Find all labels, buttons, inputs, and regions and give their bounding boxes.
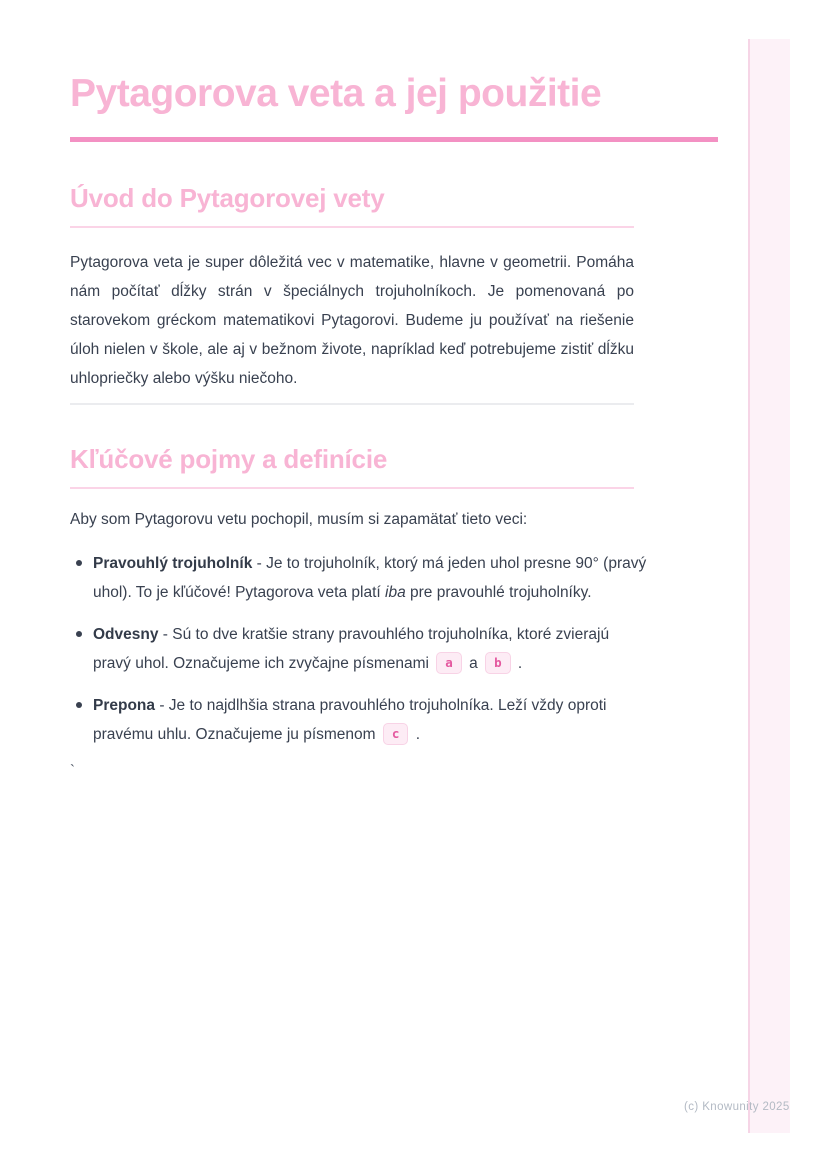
term-name: Pravouhlý trojuholník xyxy=(93,554,253,572)
heading-underline xyxy=(70,226,634,228)
footer-copyright: (c) Knowunity 2025 xyxy=(684,1101,790,1113)
section-heading-terms: Kľúčové pojmy a definície xyxy=(70,443,388,474)
heading-underline xyxy=(70,487,634,489)
term-description: pre pravouhlé trojuholníky. xyxy=(405,583,592,601)
inline-code-badge: c xyxy=(383,723,409,745)
term-description: a xyxy=(464,654,483,672)
term-description: . xyxy=(411,725,421,743)
term-description: - Je to najdlhšia strana pravouhlého trojuholníka. Leží vždy oproti pravému uhlu. Označujeme ju písmenom xyxy=(93,696,607,743)
inline-code-badge: b xyxy=(485,652,511,674)
term-description: - Je to trojuholník, ktorý má jeden uhol presne 90° (pravý uhol). To je kľúčové! Pytagorova veta platí xyxy=(93,554,647,601)
title-rule xyxy=(70,137,718,142)
section-heading-intro: Úvod do Pytagorovej vety xyxy=(70,183,385,213)
page-accent-stripe xyxy=(748,39,790,1133)
terms-lead-paragraph: Aby som Pytagorovu vetu pochopil, musím si zapamätať tieto veci: xyxy=(70,510,528,528)
stray-backtick: ` xyxy=(70,761,75,779)
list-item xyxy=(70,549,650,607)
term-description: - Sú to dve kratšie strany pravouhlého trojuholníka, ktoré zvierajú pravý uhol. Označujeme ich zvyčajne písmenami xyxy=(93,625,610,672)
document-content xyxy=(70,0,647,779)
term-description: . xyxy=(513,654,523,672)
inline-code-badge: a xyxy=(436,652,462,674)
term-name: Prepona xyxy=(93,696,156,714)
list-item xyxy=(70,691,650,749)
term-name: Odvesny xyxy=(93,625,159,643)
section-divider xyxy=(70,403,634,405)
page-title: Pytagorova veta a jej použitie xyxy=(70,72,602,115)
list-item xyxy=(70,620,650,678)
intro-paragraph: Pytagorova veta je super dôležitá vec v matematike, hlavne v geometrii. Pomáha nám počítať dĺžky strán v špeciálnych trojuholníkoch. Je pomenovaná po starovekom gréckom matematikovi Pytagorovi. Budeme ju používať na riešenie úloh nielen v škole, ale aj v bežnom živote, napríklad keď potrebujeme zistiť dĺžku uhlopriečky alebo výšku niečoho. xyxy=(70,253,634,387)
key-terms-list xyxy=(70,549,650,749)
emphasized-word: iba xyxy=(385,583,406,601)
